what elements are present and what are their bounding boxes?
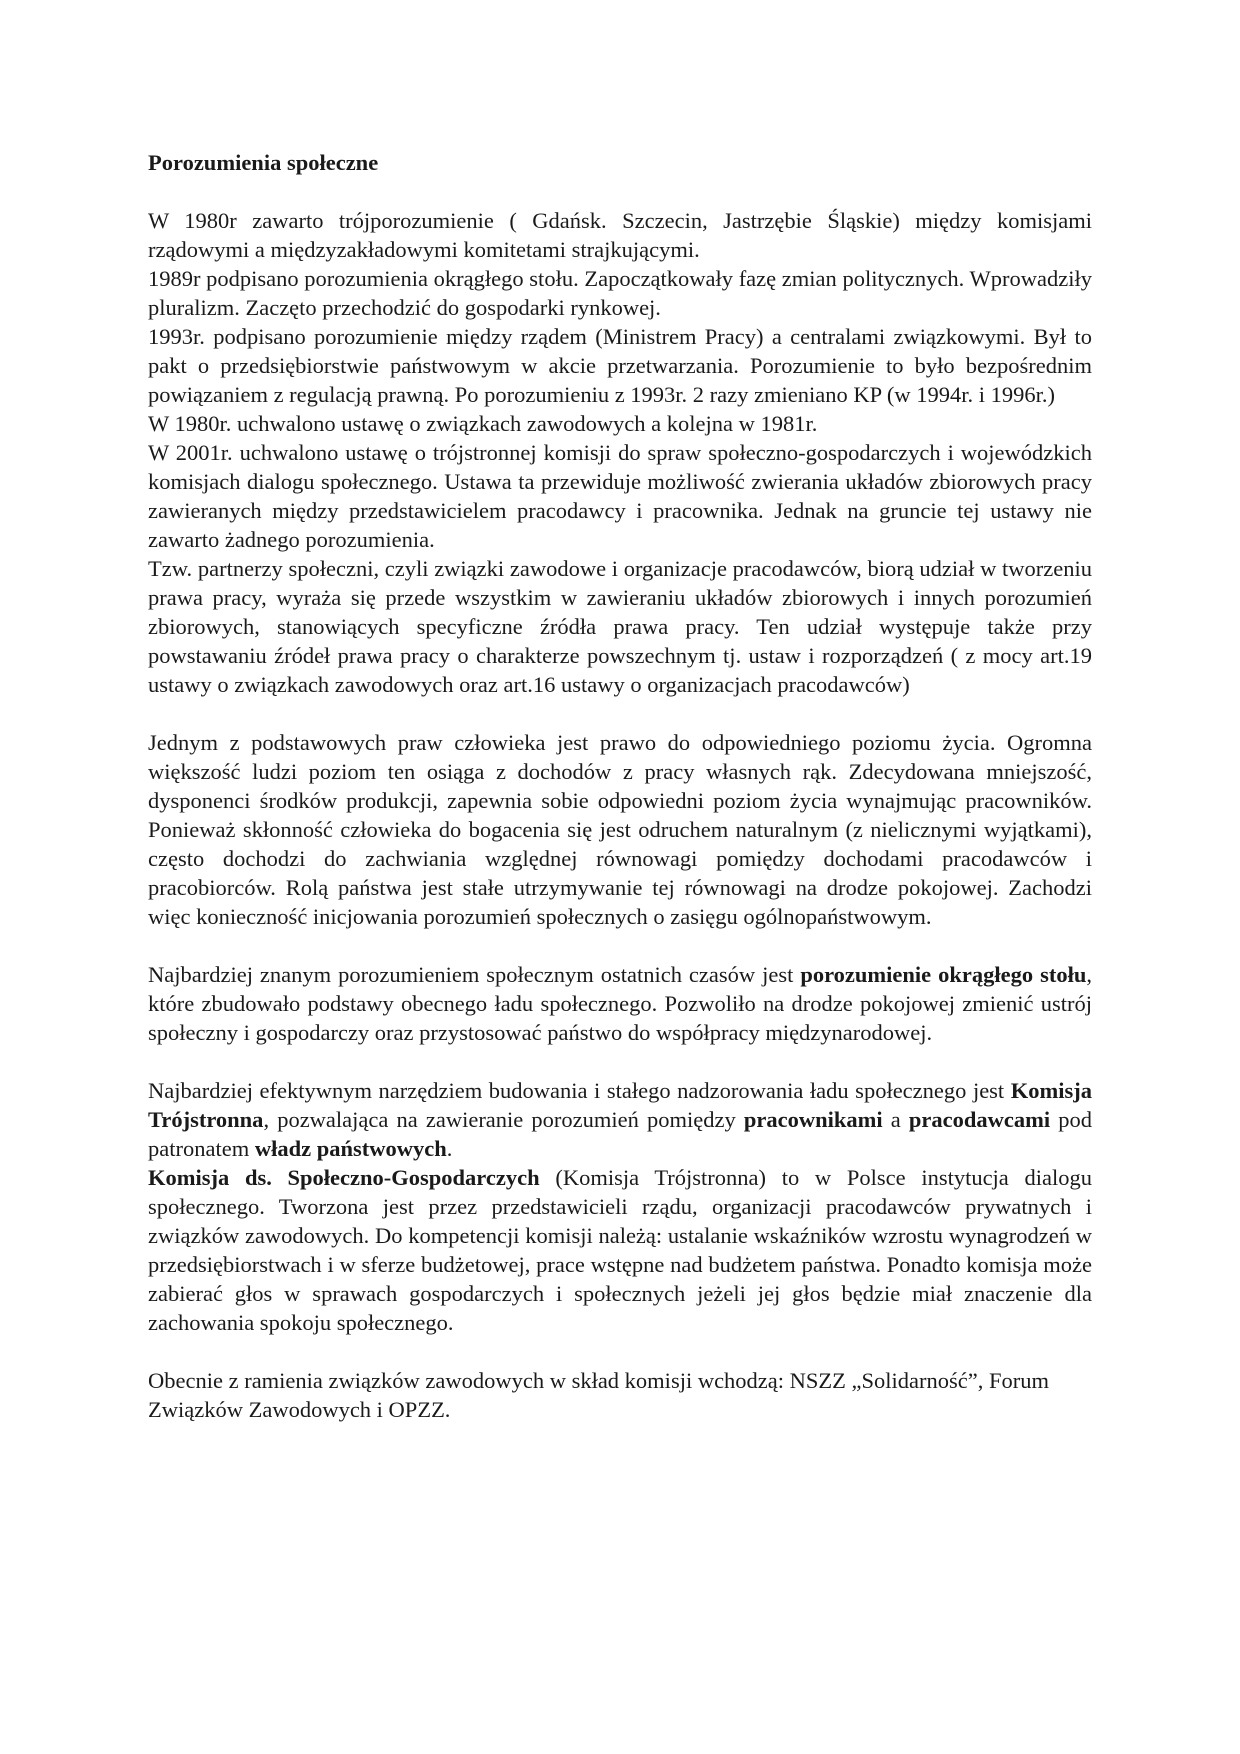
paragraph-1989: 1989r podpisano porozumienia okrągłego stołu. Zapoczątkowały fazę zmian politycznych. Wprowadziły pluralizm. Zaczęto przechodzić do gospodarki rynkowej. bbox=[148, 266, 1092, 320]
paragraph-okragly-stol: Najbardziej znanym porozumieniem społecznym ostatnich czasów jest porozumienie okrągłego stołu, które zbudowało podstawy obecnego ładu społecznego. Pozwoliło na drodze pokojowej zmienić ustrój społeczny i gospodarczy oraz przystosować państwo do współpracy międzynarodowej. bbox=[148, 962, 1092, 1045]
bold-pracownikami: pracownikami bbox=[743, 1107, 883, 1132]
spacer bbox=[148, 1337, 1092, 1366]
paragraph-partnerzy: Tzw. partnerzy społeczni, czyli związki zawodowe i organizacje pracodawców, biorą udział w tworzeniu prawa pracy, wyraża się przede wszystkim w zawieraniu układów zbiorowych i innych porozumień zbiorowych, stanowiących specyficzne źródła prawa pracy. Ten udział występuje także przy powstawaniu źródeł prawa pracy o charakterze powszechnym tj. ustaw i rozporządzeń ( z mocy art.19 ustawy o związkach zawodowych oraz art.16 ustawy o organizacjach pracodawców) bbox=[148, 556, 1092, 697]
paragraph-1993: 1993r. podpisano porozumienie między rządem (Ministrem Pracy) a centralami związkowymi. Był to pakt o przedsiębiorstwie państwowym w akcie przetwarzania. Porozumienie to było bezpośrednim powiązaniem z regulacją prawną. Po porozumieniu z 1993r. 2 razy zmieniano KP (w 1994r. i 1996r.) bbox=[148, 324, 1092, 407]
paragraph-1980-ustawa: W 1980r. uchwalono ustawę o związkach zawodowych a kolejna w 1981r. bbox=[148, 411, 818, 436]
bold-wladz: władz państwowych bbox=[254, 1136, 447, 1161]
bold-porozumienie: porozumienie okrągłego stołu bbox=[800, 962, 1087, 987]
document-title: Porozumienia społeczne bbox=[148, 150, 379, 175]
document-page bbox=[148, 148, 1092, 1424]
spacer bbox=[148, 931, 1092, 960]
spacer bbox=[148, 699, 1092, 728]
paragraph-komisja-trojstronna: Najbardziej efektywnym narzędziem budowania i stałego nadzorowania ładu społecznego jest Komisja Trójstronna, pozwalająca na zawieranie porozumień pomiędzy pracownikami a pracodawcami pod patronatem władz państwowych. bbox=[148, 1078, 1093, 1161]
bold-pracodawcami: pracodawcami bbox=[908, 1107, 1051, 1132]
paragraph-prawa-czlowieka: Jednym z podstawowych praw człowieka jest prawo do odpowiedniego poziomu życia. Ogromna większość ludzi poziom ten osiąga z dochodów z pracy własnych rąk. Zdecydowana mniejszość, dysponenci środków produkcji, zapewnia sobie odpowiedni poziom życia wynajmując pracowników. Ponieważ skłonność człowieka do bogacenia się jest odruchem naturalnym (z nielicznymi wyjątkami), często dochodzi do zachwiania względnej równowagi pomiędzy dochodami pracodawców i pracobiorców. Rolą państwa jest stałe utrzymywanie tej równowagi na drodze pokojowej. Zachodzi więc konieczność inicjowania porozumień społecznych o zasięgu ogólnopaństwowym. bbox=[148, 730, 1092, 929]
paragraph-komisja-ds: Komisja ds. Społeczno-Gospodarczych (Komisja Trójstronna) to w Polsce instytucja dialogu społecznego. Tworzona jest przez przedstawicieli rządu, organizacji pracodawców prywatnych i związków zawodowych. Do kompetencji komisji należą: ustalanie wskaźników wzrostu wynagrodzeń w przedsiębiorstwach i w sferze budżetowej, prace wstępne nad budżetem państwa. Ponadto komisja może zabierać głos w sprawach gospodarczych i społecznych jeżeli jej głos będzie miał znaczenie dla zachowania spokoju społecznego. bbox=[148, 1165, 1092, 1335]
bold-komisja-ds: Komisja ds. Społeczno-Gospodarczych bbox=[148, 1165, 540, 1190]
paragraph-2001: W 2001r. uchwalono ustawę o trójstronnej komisji do spraw społeczno-gospodarczych i wojewódzkich komisjach dialogu społecznego. Ustawa ta przewiduje możliwość zwierania układów zbiorowych pracy zawieranych między przedstawicielem pracodawcy i pracownika. Jednak na gruncie tej ustawy nie zawarto żadnego porozumienia. bbox=[148, 440, 1092, 552]
paragraph-sklad-komisji: Obecnie z ramienia związków zawodowych w skład komisji wchodzą: NSZZ „Solidarność”, Forum Związków Zawodowych i OPZZ. bbox=[148, 1368, 1049, 1422]
spacer bbox=[148, 1047, 1092, 1076]
bold-komisja: Komisja Trójstronna bbox=[148, 1078, 1092, 1132]
paragraph-1980: W 1980r zawarto trójporozumienie ( Gdańsk. Szczecin, Jastrzębie Śląskie) między komisjami rządowymi a międzyzakładowymi komitetami strajkującymi. bbox=[148, 208, 1092, 262]
